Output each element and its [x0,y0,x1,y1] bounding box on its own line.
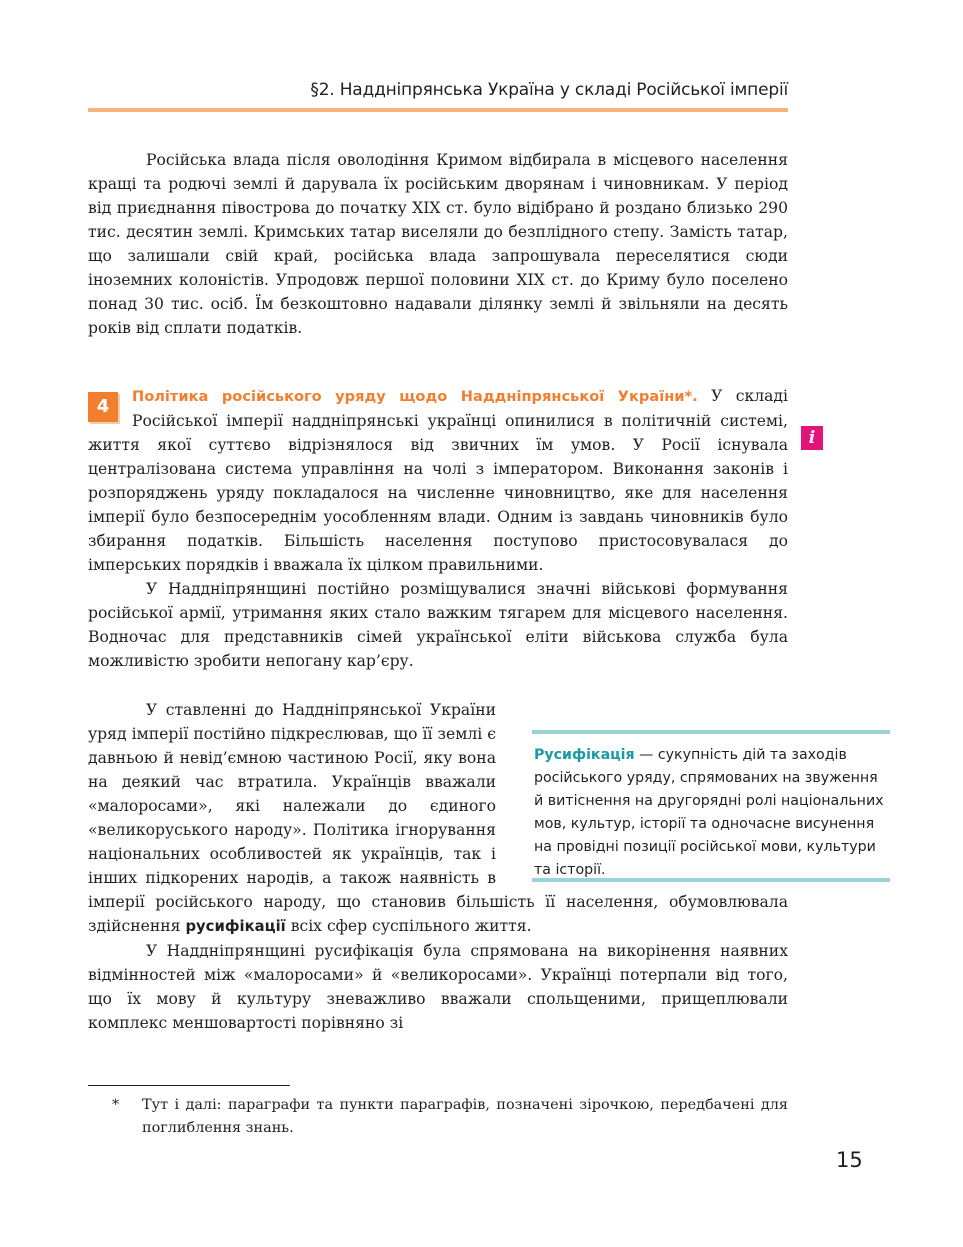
section-4-body: У складі Російської імперії наддніпрянські українці опинилися в політичній системі, життя якої суттєво відрізнялося від звичних їм умов. У Росії існувала централізована система управління на чолі з імператором. Виконання законів і розпоряджень уряду покладалося на численне чиновництво, яке для населення імперії було безпосереднім уособленням влади. Одним із завдань чиновників було збирання податків. Більшість населення поступово пристосовувалася до імперських порядків і вважала їх цілком правильними. [88,387,788,574]
paragraph-crimea: Російська влада після оволодіння Кримом відбирала в місцевого населення кращі та родючі землі й дарувала їх російським дворянам і чиновникам. У період від приєднання півострова до початку XIX ст. було відібрано й роздано близько 290 тис. десятин землі. Кримських татар виселяли до безплідного степу. Замість татар, що залишали свій край, російська влада запрошувала переселятися сюди іноземних колоністів. Упродовж першої половини XIX ст. до Криму було поселено понад 30 тис. осіб. Їм безкоштовно надавали ділянку землі й звільняли на десять років від сплати податків. [88,151,788,337]
policy-text-end: всіх сфер суспільного життя. [290,917,532,935]
footnote-marker: * [112,1097,120,1113]
policy-text: У ставленні до Наддніпрянської України уряд імперії постійно підкреслював, що її землі є давньою й невід’ємною частиною Росії, яку вона на деякий час втратила. Українців вважали «малоросами», які належали до єдиного «великоруського народу». Політика ігнорування національних особливостей як українців, так і інших підкорених народів, а також наявність в імперії російського народу, що становив більшість її населення, обумовлювала здійснення [88,701,788,935]
running-header: §2. Наддніпрянська Україна у складі Російської імперії [310,80,788,100]
section-number-badge: 4 [88,392,118,422]
header-rule [88,108,788,112]
definition-term: Русифікація [534,747,635,763]
section-4-paragraph [88,384,788,577]
footnote-text: Тут і далі: параграфи та пункти параграфів, позначені зірочкою, передбачені для поглиблення знань. [142,1097,788,1136]
russification-term: русифікації [185,918,286,935]
paragraph-army: У Наддніпрянщині постійно розміщувалися значні військові формування російської армії, утримання яких стало важким тягарем для місцевого населення. Водночас для представників сімей української еліти військова служба була можливістю зробити непогану кар’єру. [88,580,788,670]
footnote-rule [88,1085,290,1086]
section-4-block [88,384,788,673]
section-title: Політика російського уряду щодо Наддніпрянської України*. [132,388,698,405]
definition-text: — сукупність дій та заходів російського уряду, спрямованих на звуження й витіснення на другорядні ролі національних мов, культур, історії та одночасне висунення на провідні позиції російської мови, культури та історії. [534,747,884,878]
info-icon: i [801,426,823,450]
page-number: 15 [836,1148,863,1172]
footnote [114,1094,788,1140]
paragraph-russification: У Наддніпрянщині русифікація була спрямована на викорінення наявних відмінностей між «малоросами» й «великоросами». Українці потерпали від того, що їх мову й культуру зневажливо вважали спольщеними, прищеплювали комплекс меншовартості порівняно зі [88,942,788,1032]
definition-box [532,730,890,882]
